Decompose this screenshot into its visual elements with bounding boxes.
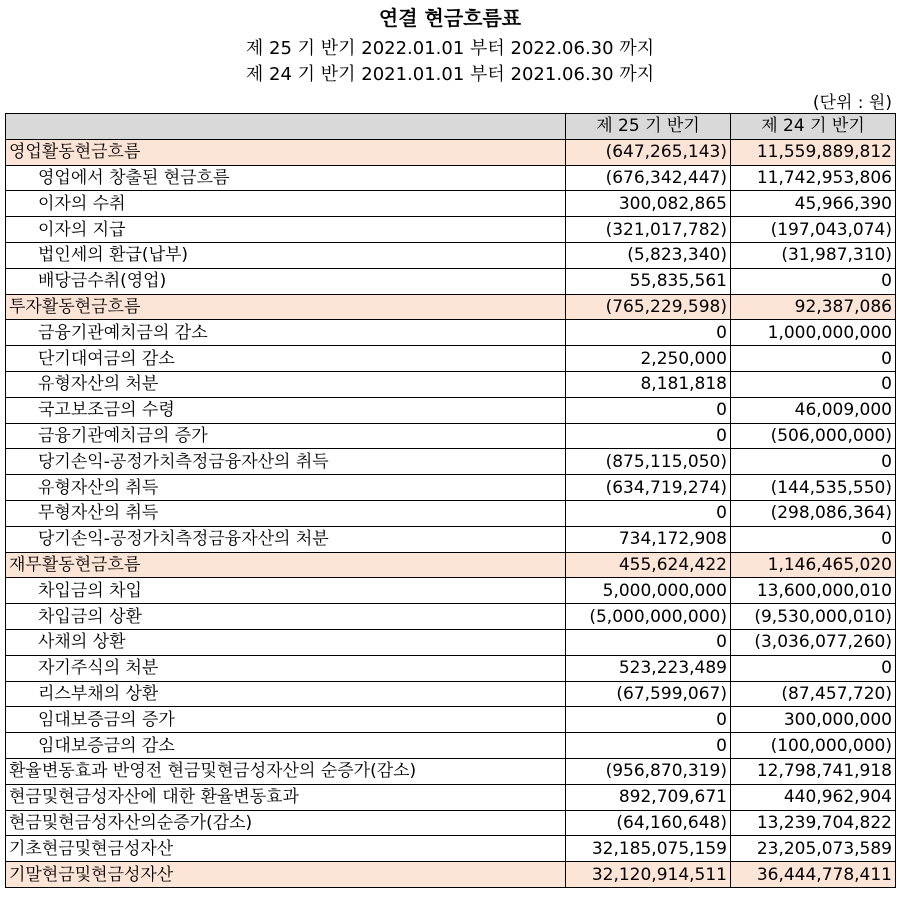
row-label: 당기손익-공정가치측정금융자산의 처분 [6, 526, 566, 552]
value-current-period: 0 [566, 320, 731, 346]
row-label: 유형자산의 처분 [6, 371, 566, 397]
row-label: 영업활동현금흐름 [6, 139, 566, 165]
value-current-period: 0 [566, 500, 731, 526]
row-label: 무형자산의 취득 [6, 500, 566, 526]
value-prior-period: (506,000,000) [731, 423, 896, 449]
value-prior-period: 0 [731, 449, 896, 475]
value-prior-period: 1,146,465,020 [731, 552, 896, 578]
table-row [6, 397, 896, 423]
row-label: 투자활동현금흐름 [6, 294, 566, 320]
table-header-row [6, 114, 896, 140]
value-prior-period: 0 [731, 268, 896, 294]
table-row [6, 217, 896, 243]
row-label: 차입금의 차입 [6, 578, 566, 604]
section-row [6, 810, 896, 836]
value-prior-period: 0 [731, 371, 896, 397]
row-label: 단기대여금의 감소 [6, 346, 566, 372]
section-row [6, 552, 896, 578]
row-label: 차입금의 상환 [6, 604, 566, 630]
table-row [6, 475, 896, 501]
row-label: 현금및현금성자산의순증가(감소) [6, 810, 566, 836]
table-row [6, 733, 896, 759]
value-current-period: 2,250,000 [566, 346, 731, 372]
value-current-period: 455,624,422 [566, 552, 731, 578]
value-prior-period: (100,000,000) [731, 733, 896, 759]
table-row [6, 165, 896, 191]
value-prior-period: (9,530,000,010) [731, 604, 896, 630]
header-prior-period: 제 24 기 반기 [731, 114, 896, 140]
row-label: 환율변동효과 반영전 현금및현금성자산의 순증가(감소) [6, 758, 566, 784]
header-current-period: 제 25 기 반기 [566, 114, 731, 140]
value-prior-period: 13,600,000,010 [731, 578, 896, 604]
row-label: 금융기관예치금의 증가 [6, 423, 566, 449]
value-prior-period: 440,962,904 [731, 784, 896, 810]
value-prior-period: 46,009,000 [731, 397, 896, 423]
value-prior-period: 45,966,390 [731, 191, 896, 217]
row-label: 현금및현금성자산에 대한 환율변동효과 [6, 784, 566, 810]
value-prior-period: (87,457,720) [731, 681, 896, 707]
value-current-period: 0 [566, 629, 731, 655]
row-label: 배당금수취(영업) [6, 268, 566, 294]
unit-label: (단위 : 원) [812, 93, 892, 113]
value-current-period: 32,120,914,511 [566, 862, 731, 888]
row-label: 이자의 지급 [6, 217, 566, 243]
table-row [6, 500, 896, 526]
row-label: 법인세의 환급(납부) [6, 242, 566, 268]
value-current-period: 892,709,671 [566, 784, 731, 810]
row-label: 유형자산의 취득 [6, 475, 566, 501]
table-row [6, 371, 896, 397]
value-prior-period: 92,387,086 [731, 294, 896, 320]
value-current-period: 0 [566, 733, 731, 759]
value-current-period: (647,265,143) [566, 139, 731, 165]
value-prior-period: (3,036,077,260) [731, 629, 896, 655]
row-label: 임대보증금의 감소 [6, 733, 566, 759]
value-current-period: 0 [566, 707, 731, 733]
value-prior-period: 12,798,741,918 [731, 758, 896, 784]
row-label: 금융기관예치금의 감소 [6, 320, 566, 346]
value-current-period: (321,017,782) [566, 217, 731, 243]
row-label: 이자의 수취 [6, 191, 566, 217]
value-prior-period: 0 [731, 346, 896, 372]
section-row [6, 758, 896, 784]
value-prior-period: 23,205,073,589 [731, 836, 896, 862]
value-prior-period: 36,444,778,411 [731, 862, 896, 888]
value-current-period: 55,835,561 [566, 268, 731, 294]
value-current-period: 5,000,000,000 [566, 578, 731, 604]
value-current-period: 0 [566, 397, 731, 423]
section-row [6, 294, 896, 320]
row-label: 임대보증금의 증가 [6, 707, 566, 733]
section-row [6, 784, 896, 810]
table-row [6, 604, 896, 630]
value-current-period: (5,000,000,000) [566, 604, 731, 630]
row-label: 리스부채의 상환 [6, 681, 566, 707]
value-current-period: 8,181,818 [566, 371, 731, 397]
value-prior-period: 300,000,000 [731, 707, 896, 733]
value-current-period: 300,082,865 [566, 191, 731, 217]
table-row [6, 449, 896, 475]
value-current-period: (875,115,050) [566, 449, 731, 475]
value-prior-period: (144,535,550) [731, 475, 896, 501]
row-label: 당기손익-공정가치측정금융자산의 취득 [6, 449, 566, 475]
value-current-period: 734,172,908 [566, 526, 731, 552]
value-current-period: (765,229,598) [566, 294, 731, 320]
row-label: 사채의 상환 [6, 629, 566, 655]
value-current-period: (956,870,319) [566, 758, 731, 784]
cash-flow-table [5, 113, 896, 888]
table-row [6, 242, 896, 268]
section-row [6, 139, 896, 165]
value-current-period: (634,719,274) [566, 475, 731, 501]
value-current-period: (67,599,067) [566, 681, 731, 707]
value-prior-period: 0 [731, 655, 896, 681]
row-label: 국고보조금의 수령 [6, 397, 566, 423]
table-row [6, 526, 896, 552]
table-row [6, 655, 896, 681]
row-label: 재무활동현금흐름 [6, 552, 566, 578]
table-row [6, 707, 896, 733]
row-label: 기초현금및현금성자산 [6, 836, 566, 862]
table-row [6, 681, 896, 707]
row-label: 영업에서 창출된 현금흐름 [6, 165, 566, 191]
value-prior-period: 0 [731, 526, 896, 552]
table-row [6, 423, 896, 449]
section-row [6, 862, 896, 888]
value-current-period: (5,823,340) [566, 242, 731, 268]
value-current-period: 0 [566, 423, 731, 449]
value-prior-period: 11,559,889,812 [731, 139, 896, 165]
period-prior: 제 24 기 반기 2021.01.01 부터 2021.06.30 까지 [245, 64, 655, 85]
table-row [6, 629, 896, 655]
header-label [6, 114, 566, 140]
value-prior-period: 11,742,953,806 [731, 165, 896, 191]
value-current-period: (64,160,648) [566, 810, 731, 836]
value-current-period: 523,223,489 [566, 655, 731, 681]
row-label: 자기주식의 처분 [6, 655, 566, 681]
value-prior-period: (197,043,074) [731, 217, 896, 243]
table-row [6, 346, 896, 372]
value-current-period: (676,342,447) [566, 165, 731, 191]
row-label: 기말현금및현금성자산 [6, 862, 566, 888]
value-prior-period: 13,239,704,822 [731, 810, 896, 836]
value-prior-period: (31,987,310) [731, 242, 896, 268]
value-prior-period: 1,000,000,000 [731, 320, 896, 346]
table-row [6, 320, 896, 346]
table-row [6, 268, 896, 294]
table-row [6, 578, 896, 604]
document-title: 연결 현금흐름표 [378, 6, 522, 30]
section-row [6, 836, 896, 862]
period-current: 제 25 기 반기 2022.01.01 부터 2022.06.30 까지 [245, 38, 655, 59]
table-row [6, 191, 896, 217]
value-current-period: 32,185,075,159 [566, 836, 731, 862]
value-prior-period: (298,086,364) [731, 500, 896, 526]
